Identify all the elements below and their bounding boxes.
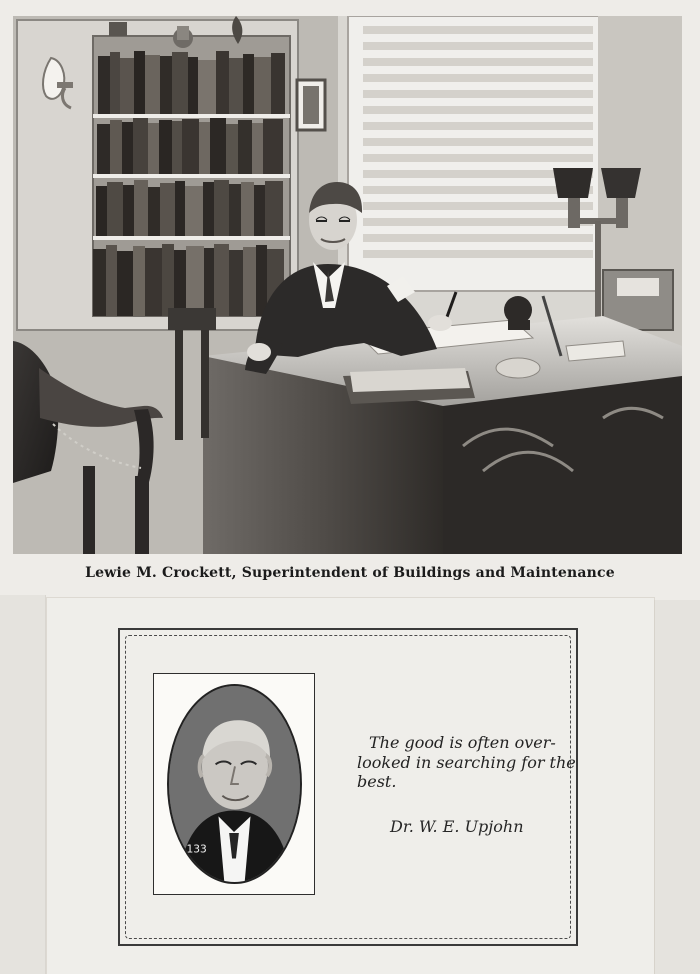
oval-portrait [167, 684, 302, 884]
portrait-illustration [169, 686, 300, 882]
quote-attribution: Dr. W. E. Upjohn [390, 817, 524, 836]
office-photograph [13, 16, 682, 554]
left-page-margin [0, 595, 46, 974]
right-page-edge [654, 600, 700, 974]
photo-caption: Lewie M. Crockett, Superintendent of Buildings and Maintenance [85, 565, 615, 581]
quote-block [355, 733, 576, 792]
portrait-number: 133 [186, 842, 207, 856]
quote-line-3: best. [357, 772, 397, 792]
quote-line-2: looked in searching for the [357, 752, 576, 772]
quote-line-1: The good is often over- [369, 733, 556, 752]
office-photo-illustration [13, 16, 682, 554]
portrait-frame [153, 673, 315, 895]
